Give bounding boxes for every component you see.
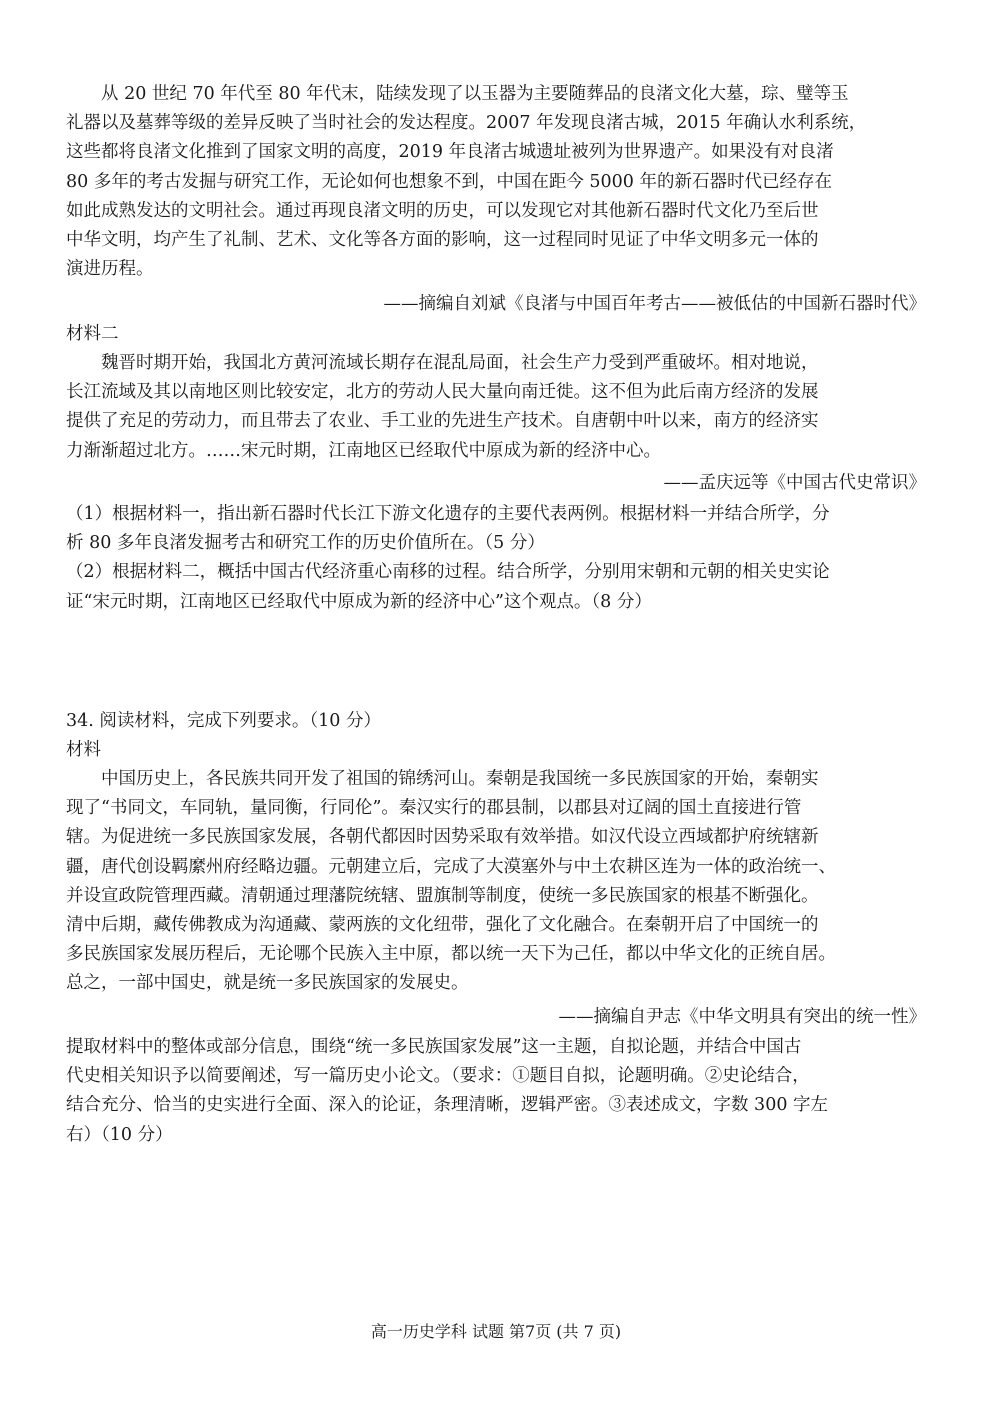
text-line: 提供了充足的劳动力，而且带去了农业、手工业的先进生产技术。自唐朝中叶以来，南方的经济实 [66,411,819,432]
text-line: 礼器以及墓葬等级的差异反映了当时社会的发达程度。2007 年发现良渚古城，2015 年确认水利系统， [66,113,867,134]
questions-33 [66,500,926,617]
text-line: 演进历程。 [66,259,154,280]
text-line: 80 多年的考古发掘与研究工作，无论如何也想象不到，中国在距今 5000 年的新石器时代已经存在 [66,171,832,192]
question-line: 证“宋元时期，江南地区已经取代中原成为新的经济中心”这个观点。（8 分） [66,591,652,612]
text-line: 从 20 世纪 70 年代至 80 年代末，陆续发现了以玉器为主要随葬品的良渚文化大墓，琮、璧等玉 [101,84,849,104]
text-line: 辖。为促进统一多民族国家发展，各朝代都因时因势采取有效举措。如汉代设立西域都护府统辖新 [66,827,819,848]
text-line: 这些都将良渚文化推到了国家文明的高度，2019 年良渚古城遗址被列为世界遗产。如果没有对良渚 [66,142,834,163]
text-line: 长江流域及其以南地区则比较安定，北方的劳动人民大量向南迁徙。这不但为此后南方经济的发展 [66,382,819,403]
question-line: 析 80 多年良渚发掘考古和研究工作的历史价值所在。（5 分） [66,533,545,554]
text-line: 中国历史上，各民族共同开发了祖国的锦绣河山。秦朝是我国统一多民族国家的开始，秦朝实 [101,769,819,789]
text-line: 并设宣政院管理西藏。清朝通过理藩院统辖、盟旗制等制度，使统一多民族国家的根基不断强化。 [66,885,819,906]
text-line: 如此成熟发达的文明社会。通过再现良渚文明的历史，可以发现它对其他新石器时代文化乃至后世 [66,200,819,221]
question-34-material-heading: 材料 [66,740,101,760]
text-line: 疆，唐代创设羁縻州府经略边疆。元朝建立后，完成了大漠塞外与中土农耕区连为一体的政治统一、 [66,856,836,877]
material1-source: ——摘编自刘斌《良渚与中国百年考古——被低估的中国新石器时代》 [383,294,926,314]
material2-paragraph [66,349,926,466]
question-34-material [66,765,926,999]
task-line: 提取材料中的整体或部分信息，围绕“统一多民族国家发展”这一主题，自拟论题，并结合中国古 [66,1037,802,1057]
task-line: 结合充分、恰当的史实进行全面、深入的论证，条理清晰，逻辑严密。③表述成文，字数 300 字左 [66,1095,829,1116]
text-line: 力渐渐超过北方。……宋元时期，江南地区已经取代中原成为新的经济中心。 [66,440,661,461]
question-line: （1）根据材料一，指出新石器时代长江下游文化遗存的主要代表两例。根据材料一并结合所学，分 [66,504,830,524]
page-footer: 高一历史学科 试题 第7页 (共 7 页) [370,1322,622,1341]
question-34-task [66,1033,926,1150]
text-line: 魏晋时期开始，我国北方黄河流域长期存在混乱局面，社会生产力受到严重破坏。相对地说， [101,353,819,373]
task-line: 右）（10 分） [66,1124,173,1145]
text-line: 总之，一部中国史，就是统一多民族国家的发展史。 [66,973,469,994]
text-line: 多民族国家发展历程后，无论哪个民族入主中原，都以统一天下为己任，都以中华文化的正统自居。 [66,944,836,965]
question-line: （2）根据材料二，概括中国古代经济重心南移的过程。结合所学，分别用宋朝和元朝的相关史实论 [66,562,830,583]
question-34-source: ——摘编自尹志《中华文明具有突出的统一性》 [558,1007,926,1027]
text-line: 中华文明，均产生了礼制、艺术、文化等各方面的影响，这一过程同时见证了中华文明多元一体的 [66,230,819,251]
question-34-title: 34. 阅读材料，完成下列要求。（10 分） [66,711,381,731]
text-line: 现了“书同文，车同轨，量同衡，行同伦”。秦汉实行的郡县制，以郡县对辽阔的国土直接进行管 [66,798,802,819]
material1-paragraph [66,80,926,284]
material2-source: ——孟庆远等《中国古代史常识》 [663,473,926,493]
text-line: 清中后期，藏传佛教成为沟通藏、蒙两族的文化纽带，强化了文化融合。在秦朝开启了中国统一的 [66,915,819,936]
task-line: 代史相关知识予以简要阐述，写一篇历史小论文。（要求：①题目自拟，论题明确。②史论结合， [66,1066,810,1087]
material2-heading: 材料二 [66,324,119,344]
